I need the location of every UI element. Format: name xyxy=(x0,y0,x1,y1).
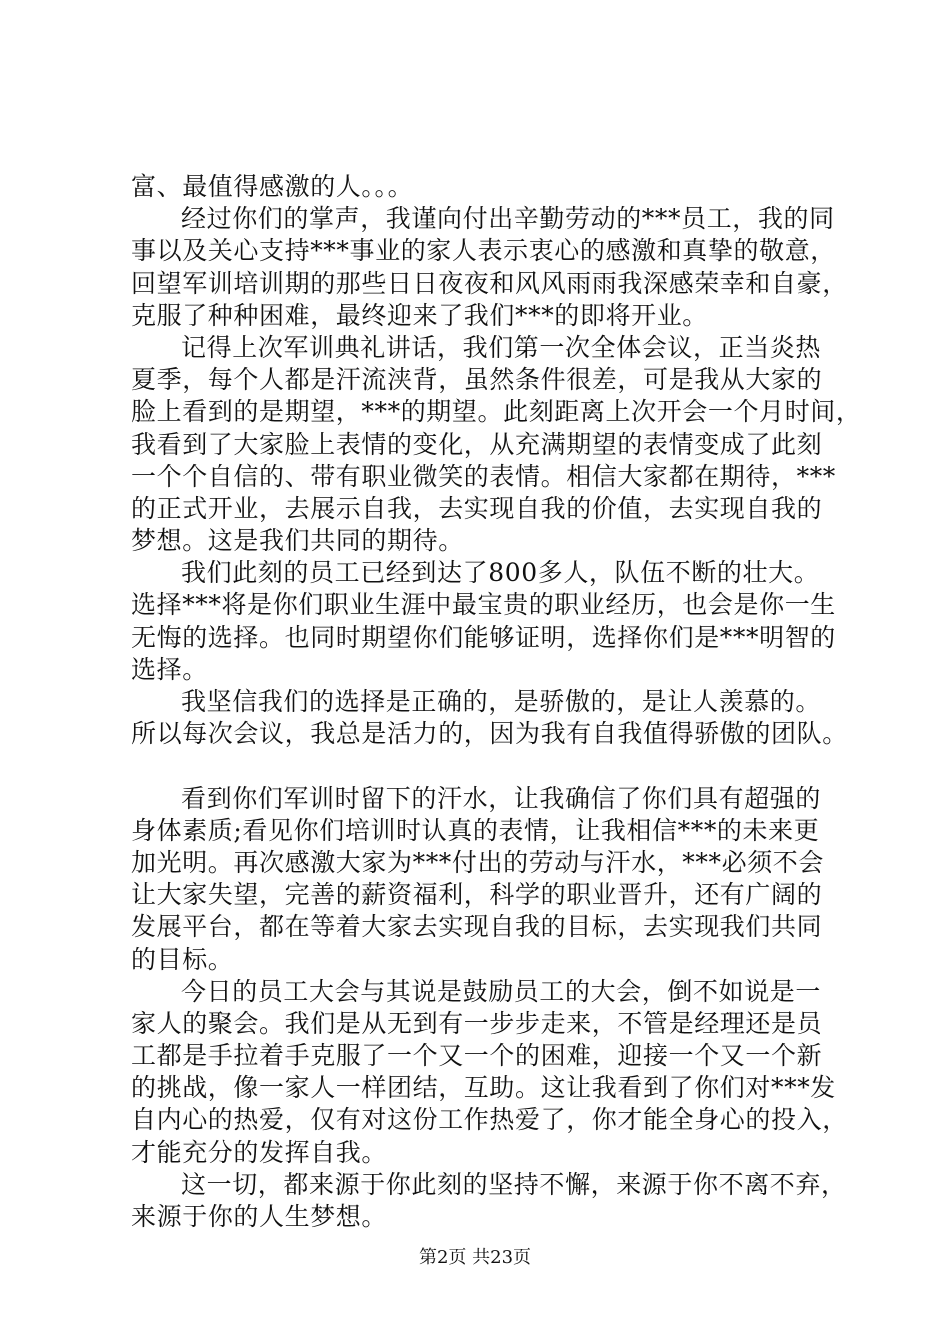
body-text xyxy=(131,171,862,1233)
text-line: 选择***将是你们职业生涯中最宝贵的职业经历，也会是你一生 xyxy=(131,590,836,620)
text-line: 克服了种种困难，最终迎来了我们***的即将开业。 xyxy=(131,300,708,330)
text-line: 记得上次军训典礼讲话，我们第一次全体会议，正当炎热 xyxy=(181,332,822,362)
text-line: 我坚信我们的选择是正确的，是骄傲的，是让人羡慕的。 xyxy=(181,687,822,716)
text-line: 梦想。这是我们共同的期待。 xyxy=(131,526,464,556)
text-line: 富、最值得感激的人。。。 xyxy=(131,172,414,201)
text-line: 看到你们军训时留下的汗水，让我确信了你们具有超强的 xyxy=(181,783,822,813)
text-line: 所以每次会议，我总是活力的，因为我有自我值得骄傲的团队。 xyxy=(131,719,848,749)
text-line: 回望军训培训期的那些日日夜夜和风风雨雨我深感荣幸和自豪， xyxy=(131,268,848,298)
text-line: 无悔的选择。也同时期望你们能够证明，选择你们是***明智的 xyxy=(131,622,836,652)
text-line: 的正式开业，去展示自我，去实现自我的价值，去实现自我的 xyxy=(131,493,823,523)
text-line: 我看到了大家脸上表情的变化，从充满期望的表情变成了此刻 xyxy=(131,429,823,459)
text-line: 夏季，每个人都是汗流浃背，虽然条件很差，可是我从大家的 xyxy=(131,365,823,395)
blank-line xyxy=(131,750,831,782)
text-line: 身体素质;看见你们培训时认真的表情，让我相信***的未来更 xyxy=(131,815,820,845)
text-line: 经过你们的掌声，我谨向付出辛勤劳动的***员工，我的同 xyxy=(181,204,835,234)
text-line: 事以及关心支持***事业的家人表示衷心的感激和真挚的敬意， xyxy=(131,236,836,266)
text-line: 这一切，都来源于你此刻的坚持不懈，来源于你不离不弃， xyxy=(181,1169,847,1199)
text-line: 家人的聚会。我们是从无到有一步步走来，不管是经理还是员 xyxy=(131,1008,823,1038)
text-line: 工都是手拉着手克服了一个又一个的困难，迎接一个又一个新 xyxy=(131,1041,823,1071)
text-line: 选择。 xyxy=(131,654,208,684)
page-footer: 第2页 共23页 xyxy=(418,1247,532,1268)
text-line: 让大家失望，完善的薪资福利，科学的职业晋升，还有广阔的 xyxy=(131,880,823,910)
text-line: 才能充分的发挥自我。 xyxy=(131,1137,388,1167)
text-line: 脸上看到的是期望，***的期望。此刻距离上次开会一个月时间， xyxy=(131,397,862,427)
text-line: 加光明。再次感激大家为***付出的劳动与汗水，***必须不会 xyxy=(131,847,825,877)
text-line: 来源于你的人生梦想。 xyxy=(131,1202,388,1231)
text-line: 的挑战，像一家人一样团结，互助。这让我看到了你们对***发 xyxy=(131,1073,836,1103)
text-line: 的目标。 xyxy=(131,944,234,974)
text-line: 一个个自信的、带有职业微笑的表情。相信大家都在期待，*** xyxy=(131,461,836,491)
text-line: 今日的员工大会与其说是鼓励员工的大会，倒不如说是一 xyxy=(181,976,822,1006)
text-line: 发展平台，都在等着大家去实现自我的目标，去实现我们共同 xyxy=(131,912,823,942)
text-line: 我们此刻的员工已经到达了800多人，队伍不断的壮大。 xyxy=(181,558,820,588)
text-line: 自内心的热爱，仅有对这份工作热爱了，你才能全身心的投入， xyxy=(131,1105,848,1135)
